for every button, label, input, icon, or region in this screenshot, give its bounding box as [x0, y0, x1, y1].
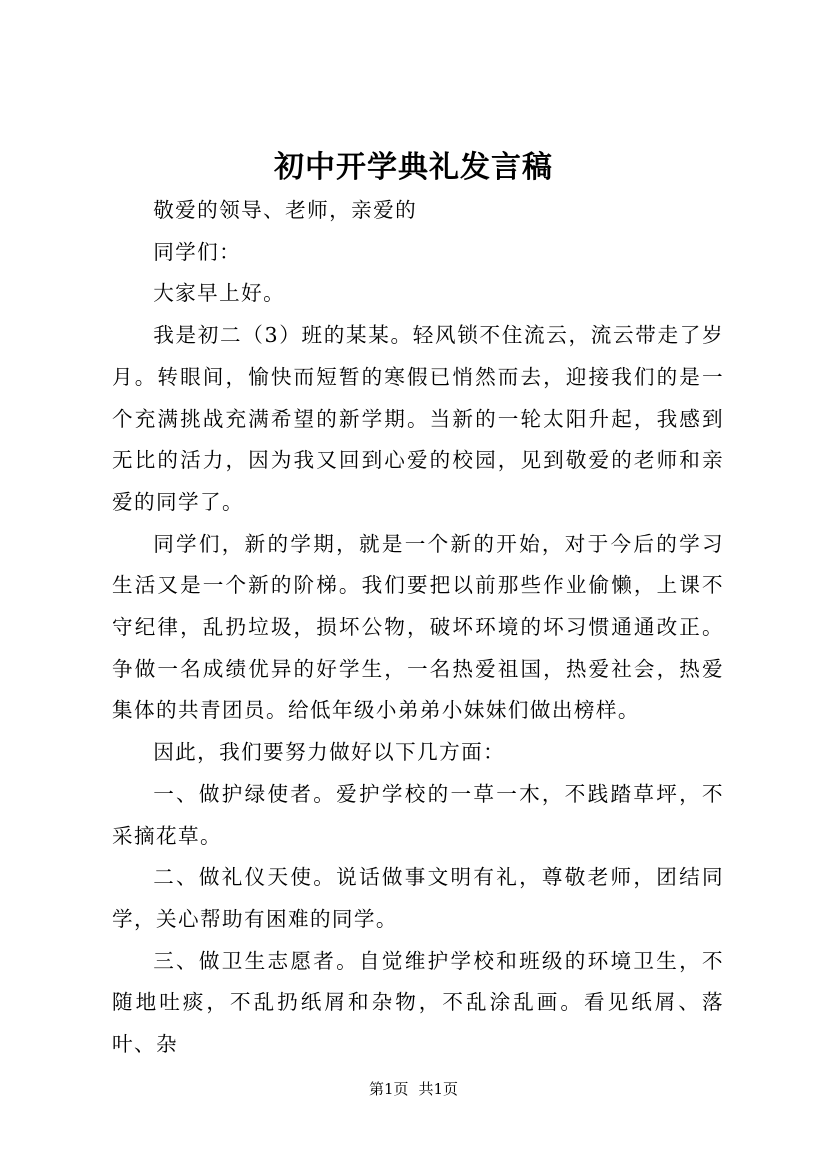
paragraph: 敬爱的领导、老师，亲爱的	[153, 198, 418, 222]
document-title: 初中开学典礼发言稿	[274, 150, 553, 185]
paragraph: 二、做礼仪天使。说话做事文明有礼，尊敬老师，团结同学，关心帮助有困难的同学。	[112, 865, 724, 931]
page-total: 共1页	[418, 1080, 459, 1098]
document-body	[112, 190, 724, 1066]
paragraph: 同学们：	[153, 239, 242, 264]
page-footer	[0, 1079, 827, 1099]
paragraph: 我是初二（3）班的某某。轻风锁不住流云，流云带走了岁月。转眼间，愉快而短暂的寒假已悄然而去，迎接我们的是一个充满挑战充满希望的新学期。当新的一轮太阳升起，我感到无比的活力，因为我又回到心爱的校园，见到敬爱的老师和亲爱的同学了。	[112, 323, 724, 514]
paragraph: 一、做护绿使者。爱护学校的一草一木，不践踏草坪，不采摘花草。	[112, 781, 724, 848]
paragraph: 三、做卫生志愿者。自觉维护学校和班级的环境卫生，不随地吐痰，不乱扔纸屑和杂物，不乱涂乱画。看见纸屑、落叶、杂	[112, 948, 724, 1057]
paragraph: 大家早上好。	[153, 281, 286, 306]
paragraph: 同学们，新的学期，就是一个新的开始，对于今后的学习生活又是一个新的阶梯。我们要把以前那些作业偷懒，上课不守纪律，乱扔垃圾，损坏公物，破坏环境的坏习惯通通改正。争做一名成绩优异的好学生，一名热爱祖国，热爱社会，热爱集体的共青团员。给低年级小弟弟小妹妹们做出榜样。	[112, 531, 724, 723]
page-number: 第1页	[368, 1080, 409, 1098]
paragraph: 因此，我们要努力做好以下几方面：	[153, 740, 506, 765]
